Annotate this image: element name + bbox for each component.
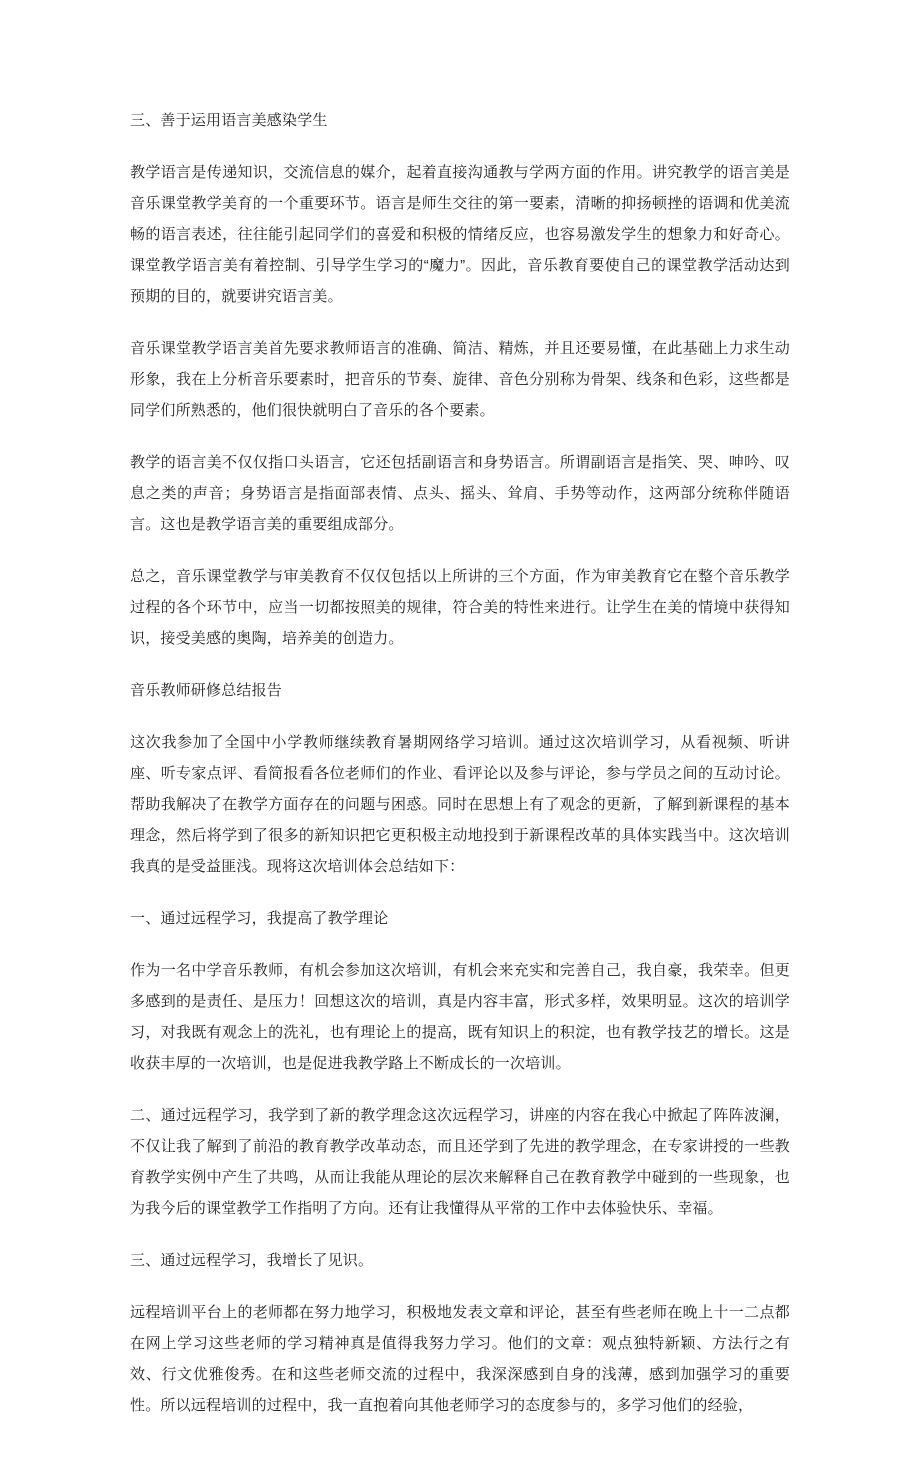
section-heading-three-language-beauty: 三、善于运用语言美感染学生: [130, 112, 328, 129]
paragraph-paralanguage-body-language: 教学的语言美不仅仅指口头语言，它还包括副语言和身势语言。所谓副语言是指笑、哭、呻吟、叹息之类的声音；身势语言是指面部表情、点头、摇头、耸肩、手势等动作，这两部分统称伴随语言。这也是教学语言美的重要组成部分。: [130, 454, 790, 533]
paragraph-two-new-teaching-philosophy: 二、通过远程学习，我学到了新的教学理念这次远程学习，讲座的内容在我心中掀起了阵阵波澜，不仅让我了解到了前沿的教育教学改革动态，而且还学到了先进的教学理念，在专家讲授的一些教育教学实例中产生了共鸣，从而让我能从理论的层次来解释自己在教育教学中碰到的一些现象，也为我今后的课堂教学工作指明了方向。还有让我懂得从平常的工作中去体验快乐、幸福。: [130, 1107, 790, 1217]
paragraph-remote-training-platform-teachers: 远程培训平台上的老师都在努力地学习，积极地发表文章和评论，甚至有些老师在晚上十一二点都在网上学习这些老师的学习精神真是值得我努力学习。他们的文章：观点独特新颖、方法行之有效、行文优雅俊秀。在和这些老师交流的过程中，我深深感到自身的浅薄，感到加强学习的重要性。所以远程培训的过程中，我一直抱着向其他老师学习的态度参与的，多学习他们的经验，: [130, 1304, 790, 1414]
list-heading-one-teaching-theory: 一、通过远程学习，我提高了教学理论: [130, 910, 389, 927]
document-body: [130, 105, 790, 1421]
paragraph-training-overview: 这次我参加了全国中小学教师继续教育暑期网络学习培训。通过这次培训学习，从看视频、听讲座、听专家点评、看简报看各位老师们的作业、看评论以及参与评论，参与学员之间的互动讨论。帮助我解决了在教学方面存在的问题与困惑。同时在思想上有了观念的更新，了解到新课程的基本理念，然后将学到了很多的新知识把它更积极主动地投到于新课程改革的具体实践当中。这次培训我真的是受益匪浅。现将这次培训体会总结如下：: [130, 734, 790, 875]
paragraph-language-accurate-concise: 音乐课堂教学语言美首先要求教师语言的准确、简洁、精炼，并且还要易懂，在此基础上力求生动形象，我在上分析音乐要素时，把音乐的节奏、旋律、音色分别称为骨架、线条和色彩，这些都是同学们所熟悉的，他们很快就明白了音乐的各个要素。: [130, 340, 790, 419]
paragraph-middle-school-music-teacher: 作为一名中学音乐教师，有机会参加这次培训，有机会来充实和完善自己，我自豪，我荣幸。但更多感到的是责任、是压力！回想这次的培训，真是内容丰富，形式多样，效果明显。这次的培训学习，对我既有观念上的洗礼，也有理论上的提高，既有知识上的积淀，也有教学技艺的增长。这是收获丰厚的一次培训，也是促进我教学路上不断成长的一次培训。: [130, 962, 790, 1072]
list-heading-three-increased-knowledge: 三、通过远程学习，我增长了见识。: [130, 1252, 374, 1269]
paragraph-teaching-language-medium: 教学语言是传递知识，交流信息的媒介，起着直接沟通教与学两方面的作用。讲究教学的语言美是音乐课堂教学美育的一个重要环节。语言是师生交往的第一要素，清晰的抑扬顿挫的语调和优美流畅的语言表述，往往能引起同学们的喜爱和积极的情绪反应，也容易激发学生的想象力和好奇心。课堂教学语言美有着控制、引导学生学习的“魔力”。因此，音乐教育要使自己的课堂教学活动达到预期的目的，就要讲究语言美。: [130, 164, 790, 305]
paragraph-summary-aesthetic-education: 总之，音乐课堂教学与审美教育不仅仅包括以上所讲的三个方面，作为审美教育它在整个音乐教学过程的各个环节中，应当一切都按照美的规律，符合美的特性来进行。让学生在美的情境中获得知识，接受美感的奥陶，培养美的创造力。: [130, 568, 790, 647]
section-heading-music-teacher-report: 音乐教师研修总结报告: [130, 682, 283, 699]
